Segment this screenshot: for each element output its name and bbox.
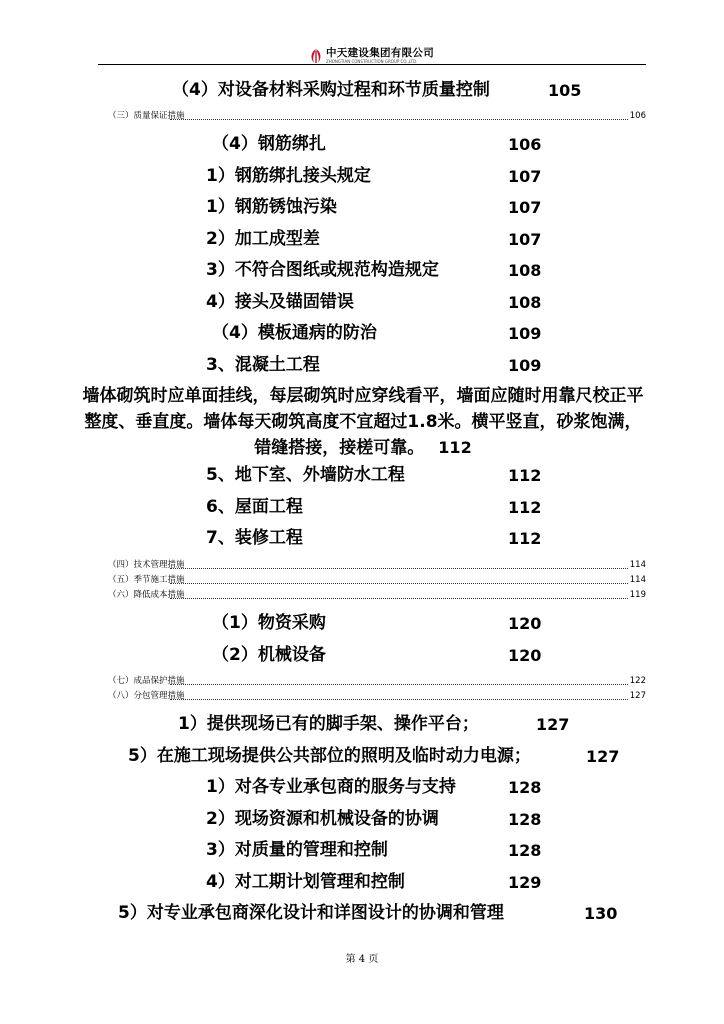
toc-entry-page: 109 [508, 324, 542, 343]
toc-entry-text[interactable]: 3）不符合图纸或规范构造规定 [206, 260, 439, 280]
toc-entry-text: 墙体砌筑时应单面挂线，每层砌筑时应穿线看平，墙面应随时用靠尺校正平整度、垂直度。墙体每天砌筑高度不宜超过1.8米。横平竖直，砂浆饱满，错缝搭接，接槎可靠。 [82, 386, 644, 458]
toc-entry-small[interactable] [108, 690, 646, 702]
toc-entry-page: 114 [629, 575, 646, 585]
toc-entry-text[interactable]: （1）物资采购 [212, 613, 326, 633]
toc-entry-text[interactable]: 2）现场资源和机械设备的协调 [206, 809, 439, 829]
dot-leader [170, 119, 628, 120]
company-logo [308, 48, 436, 64]
toc-entry-page: 120 [508, 646, 542, 665]
toc-entry-text: （六）降低成本措施 [108, 590, 185, 600]
company-name-cn: 中天建设集团有限公司 [326, 47, 434, 59]
toc-entry-text[interactable]: 2）加工成型差 [206, 229, 320, 249]
company-logo-icon [308, 48, 324, 64]
toc-entry-page: 128 [508, 778, 542, 797]
toc-entry-page: 127 [629, 691, 646, 701]
toc-entry-text[interactable]: （2）机械设备 [212, 645, 326, 665]
toc-entry-text[interactable]: 5）在施工现场提供公共部位的照明及临时动力电源； [128, 746, 531, 766]
toc-entry-page: 129 [508, 873, 542, 892]
page-header [98, 48, 646, 68]
toc-entry-paragraph[interactable] [80, 383, 646, 461]
toc-entry-page: 119 [629, 590, 646, 600]
toc-entry-text[interactable]: 3）对质量的管理和控制 [206, 840, 388, 860]
toc-entry-page: 106 [508, 135, 542, 154]
page-number: 第 4 页 [345, 954, 379, 965]
toc-entry-text: （三）质量保证措施 [108, 111, 185, 121]
toc-entry-text: （八）分包管理措施 [108, 691, 185, 701]
toc-entry-text[interactable]: 1）钢筋绑扎接头规定 [206, 166, 371, 186]
toc-entry-page: 120 [508, 614, 542, 633]
toc-entry-small[interactable] [108, 589, 646, 601]
toc-entry-page: 106 [629, 111, 646, 121]
dot-leader [170, 568, 628, 569]
toc-entry-text[interactable]: （4）对设备材料采购过程和环节质量控制 [172, 80, 490, 100]
toc-entry-page: 112 [508, 498, 542, 517]
toc-entry-text[interactable]: 3、混凝土工程 [206, 355, 320, 375]
header-rule [98, 64, 646, 65]
toc-entry-page: 108 [508, 261, 542, 280]
toc-entry-small[interactable] [108, 574, 646, 586]
dot-leader [170, 699, 628, 700]
toc-entry-page: 105 [548, 81, 582, 100]
toc-entry-text[interactable]: 1）提供现场已有的脚手架、操作平台； [178, 714, 479, 734]
toc-entry-text[interactable]: 4）对工期计划管理和控制 [206, 872, 405, 892]
toc-entry-text: （四）技术管理措施 [108, 560, 185, 570]
toc-entry-page: 130 [584, 904, 618, 923]
toc-entry-text[interactable]: 1）钢筋锈蚀污染 [206, 197, 337, 217]
toc-entry-text[interactable]: （4）模板通病的防治 [212, 323, 377, 343]
toc-entry-page: 112 [508, 466, 542, 485]
company-name-en: ZHONGTIAN CONSTRUCTION GROUP CO.,LTD. [326, 59, 418, 64]
toc-entry-text[interactable]: 5）对专业承包商深化设计和详图设计的协调和管理 [118, 903, 504, 923]
toc-entry-text: （五）季节施工措施 [108, 575, 185, 585]
toc-entry-text[interactable]: 6、屋面工程 [206, 497, 303, 517]
toc-entry-page: 112 [438, 438, 472, 457]
dot-leader [170, 583, 628, 584]
dot-leader [170, 684, 628, 685]
toc-entry-page: 114 [629, 560, 646, 570]
toc-entry-text[interactable]: （4）钢筋绑扎 [212, 134, 326, 154]
toc-entry-page: 122 [629, 676, 646, 686]
dot-leader [170, 598, 628, 599]
toc-entry-page: 107 [508, 230, 542, 249]
toc-entry-page: 107 [508, 167, 542, 186]
toc-entry-small[interactable] [108, 110, 646, 122]
toc-entry-page: 127 [586, 747, 620, 766]
toc-entry-small[interactable] [108, 559, 646, 571]
toc-entry-page: 127 [536, 715, 570, 734]
toc-entry-page: 128 [508, 810, 542, 829]
toc-entry-small[interactable] [108, 675, 646, 687]
toc-entry-text[interactable]: 4）接头及锚固错误 [206, 292, 354, 312]
toc-entry-text[interactable]: 7、装修工程 [206, 528, 303, 548]
toc-entry-page: 128 [508, 841, 542, 860]
toc-entry-page: 107 [508, 198, 542, 217]
toc-entry-page: 109 [508, 356, 542, 375]
toc-entry-text: （七）成品保护措施 [108, 676, 185, 686]
toc-entry-page: 112 [508, 529, 542, 548]
toc-entry-page: 108 [508, 293, 542, 312]
toc-entry-text[interactable]: 5、地下室、外墙防水工程 [206, 465, 405, 485]
toc-entry-text[interactable]: 1）对各专业承包商的服务与支持 [206, 777, 456, 797]
